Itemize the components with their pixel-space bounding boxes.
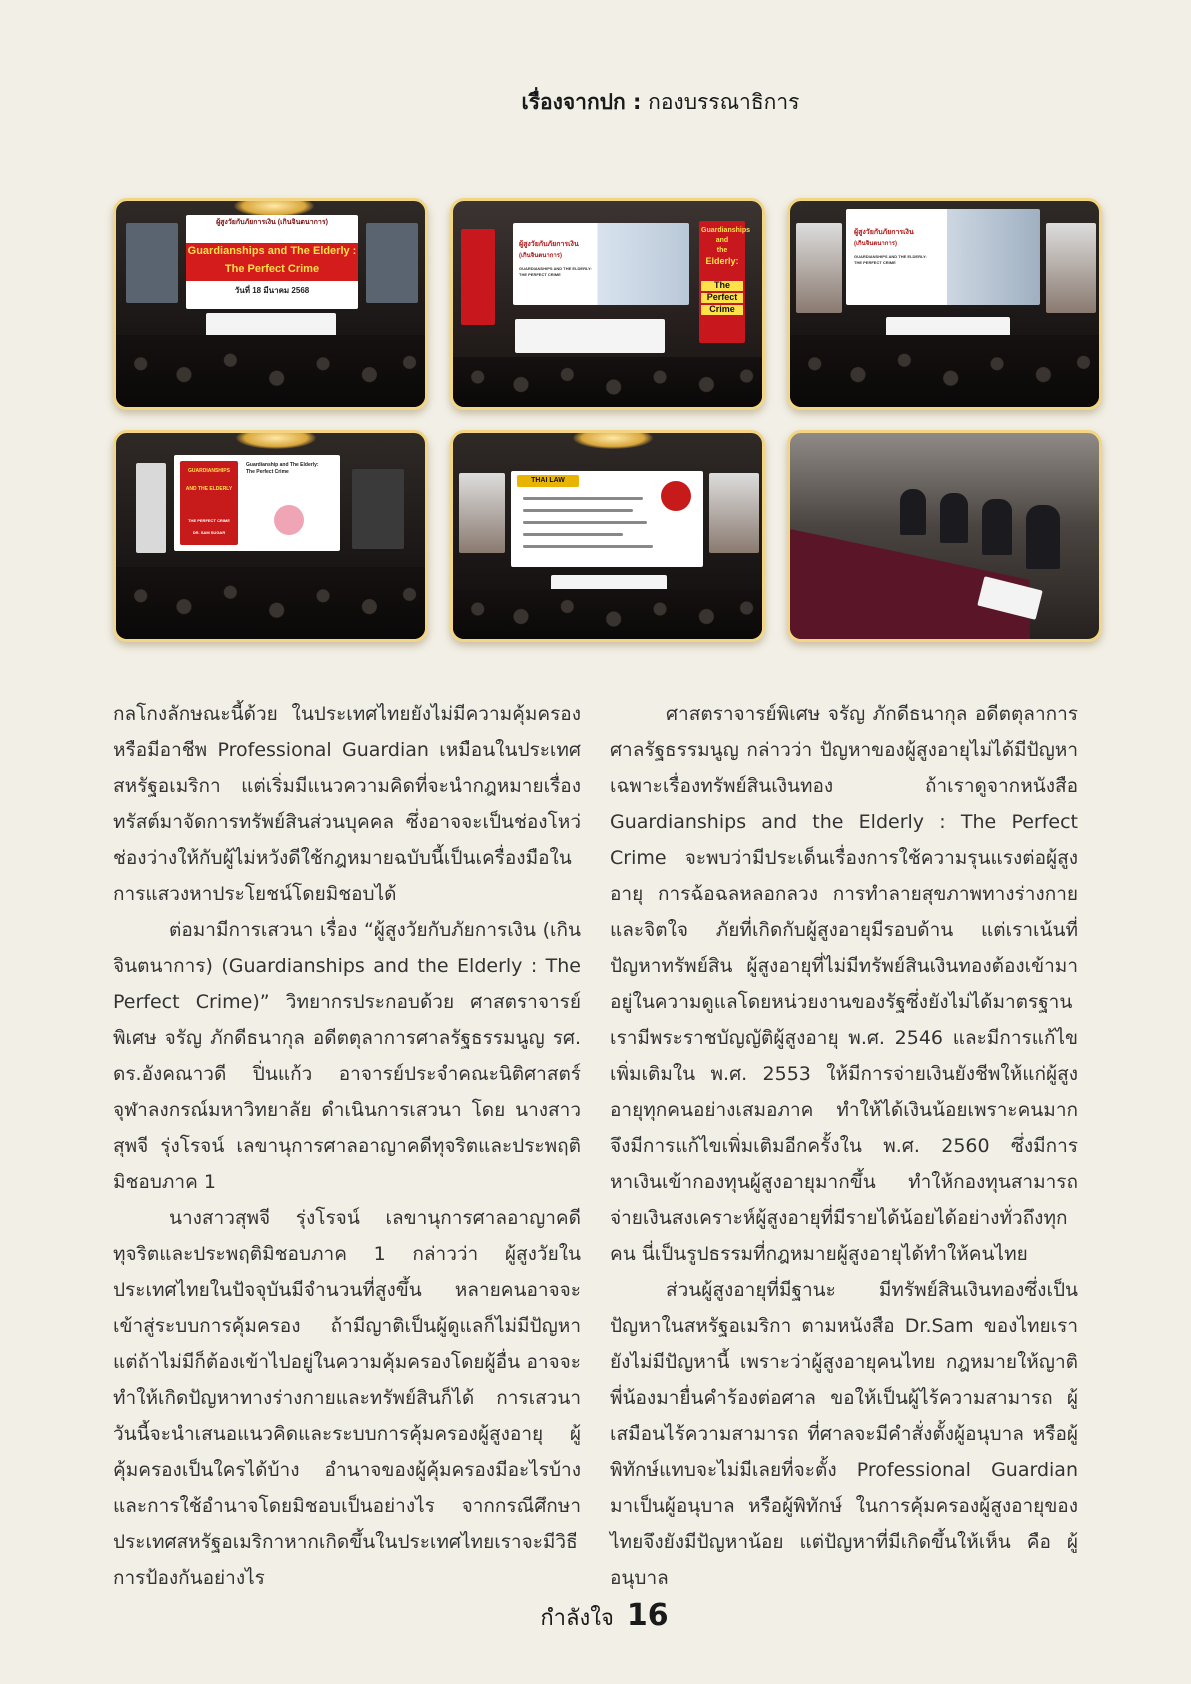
paragraph: ต่อมามีการเสวนา เรื่อง “ผู้สูงวัยกับภัยการเงิน (เกินจินตนาการ) (Guardianships and the Elderly : The Perfect Crime)” วิทยากรประกอบด้วย ศาสตราจารย์พิเศษ จรัญ ภักดีธนากุล อดีตตุลาการศาลรัฐธรรมนูญ รศ. ดร.อังคณาวดี ปิ่นแก้ว อาจารย์ประจำคณะนิติศาสตร์ จุฬาลงกรณ์มหาวิทยาลัย ดำเนินการเสวนา โดย นางสาวสุพจี รุ่งโรจน์ เลขานุการศาลอาญาคดีทุจริตและประพฤติมิชอบภาค 1	[113, 919, 581, 1193]
screen-line: Guardianships and The Elderly :	[187, 245, 357, 257]
photo-stage-panel	[450, 198, 765, 410]
photo-stage-title-screen	[113, 198, 428, 410]
banner-line: Elderly:	[705, 256, 739, 266]
side-banner	[699, 221, 751, 343]
photo-grid	[113, 198, 1103, 642]
photo-audience-table	[787, 430, 1102, 642]
screen-line: ผู้สูงวัยกับภัยการเงิน	[854, 229, 914, 236]
slide-graphic	[274, 505, 304, 535]
slide-bullet	[523, 497, 643, 500]
side-screen-right	[366, 223, 418, 303]
slide-bullet	[523, 533, 623, 536]
chandelier-light	[236, 430, 316, 449]
side-screen-left	[136, 463, 166, 553]
author-label: กองบรรณาธิการ	[648, 90, 800, 114]
screen-line: The Perfect Crime	[246, 469, 289, 475]
section-label: เรื่องจากปก :	[521, 90, 642, 114]
photo-thai-law-slide	[450, 430, 765, 642]
banner-line: the	[716, 247, 728, 254]
screen-line: GUARDIANSHIPS AND THE ELDERLY:	[854, 254, 927, 259]
attendee	[982, 499, 1012, 555]
audience	[790, 335, 1099, 407]
page-footer	[0, 1598, 1191, 1635]
speaker-screen-right	[1046, 223, 1096, 313]
slide-badge	[661, 481, 691, 511]
book-line: THE PERFECT CRIME	[188, 518, 230, 523]
book-line: GUARDIANSHIPS	[188, 468, 230, 474]
attendee	[900, 489, 926, 535]
slide-bullet	[523, 545, 653, 548]
paragraph: กลโกงลักษณะนี้ด้วย ในประเทศไทยยังไม่มีความคุ้มครองหรือมีอาชีพ Professional Guardian เหมือนในประเทศสหรัฐอเมริกา แต่เริ่มมีแนวความคิดที่จะนำกฎหมายเรื่องทรัสต์มาจัดการทรัพย์สินส่วนบุคคล ซึ่งอาจจะเป็นช่องโหว่ช่องว่างให้กับผู้ไม่หวังดีใช้กฎหมายฉบับนี้เป็นเครื่องมือในการแสวงหาประโยชน์โดยมิชอบได้	[113, 703, 581, 905]
photo-speaker-screens	[787, 198, 1102, 410]
screen-line: ผู้สูงวัยกับภัยการเงิน	[519, 241, 579, 248]
banner-line: and	[715, 237, 729, 244]
stage-table	[515, 319, 665, 353]
article-body	[113, 696, 1078, 1596]
book-line: AND THE ELDERLY	[185, 486, 233, 492]
screen-line: THE PERFECT CRIME	[854, 260, 896, 265]
screen-line: วันที่ 18 มีนาคม 2568	[234, 286, 310, 295]
side-screen-left	[126, 223, 178, 303]
slide-title-bar	[517, 475, 579, 487]
slide-bullet	[523, 509, 633, 512]
attendee	[940, 493, 968, 543]
screen-line: GUARDIANSHIPS AND THE ELDERLY:	[519, 266, 592, 271]
main-screen	[511, 471, 703, 567]
screen-line: (เกินจินตนาการ)	[519, 253, 562, 259]
chandelier-light	[573, 430, 653, 449]
screen-line: (เกินจินตนาการ)	[854, 241, 897, 247]
screen-line: THE PERFECT CRIME	[519, 272, 561, 277]
speaker-screen-left	[459, 473, 505, 553]
banner-line: Crime	[701, 305, 743, 315]
page-number: 16	[626, 1598, 669, 1633]
audience	[453, 357, 762, 407]
left-column	[113, 696, 581, 1596]
section-header	[0, 86, 1191, 119]
audience	[453, 589, 762, 639]
speaker-screen-left	[796, 223, 842, 313]
screen-line: The Perfect Crime	[224, 263, 320, 275]
slide-bullet	[523, 521, 647, 524]
screen-line: Guardianship and The Elderly:	[246, 462, 319, 468]
side-screen-right	[352, 469, 404, 549]
banner-line: The	[701, 281, 743, 291]
red-banner	[461, 229, 495, 325]
book-cover	[180, 461, 238, 545]
banner-line: Perfect	[701, 293, 743, 303]
paragraph: ศาสตราจารย์พิเศษ จรัญ ภักดีธนากุล อดีตตุลาการศาลรัฐธรรมนูญ กล่าวว่า ปัญหาของผู้สูงอายุไม่ได้มีปัญหาเฉพาะเรื่องทรัพย์สินเงินทอง ถ้าเราดูจากหนังสือ Guardianships and the Elderly : The Perfect Crime จะพบว่ามีประเด็นเรื่องการใช้ความรุนแรงต่อผู้สูงอายุ การฉ้อฉลหลอกลวง การทำลายสุขภาพทางร่างกายและจิตใจ ภัยที่เกิดกับผู้สูงอายุมีรอบด้าน แต่เราเน้นที่ปัญหาทรัพย์สิน ผู้สูงอายุที่ไม่มีทรัพย์สินเงินทองต้องเข้ามาอยู่ในความดูแลโดยหน่วยงานของรัฐซึ่งยังไม่ได้มาตรฐาน เรามีพระราชบัญญัติผู้สูงอายุ พ.ศ. 2546 และมีการแก้ไขเพิ่มเติมใน พ.ศ. 2553 ให้มีการจ่ายเงินยังชีพให้แก่ผู้สูงอายุทุกคนอย่างเสมอภาค ทำให้ได้เงินน้อยเพราะคนมาก จึงมีการแก้ไขเพิ่มเติมอีกครั้งใน พ.ศ. 2560 ซึ่งมีการหาเงินเข้ากองทุนผู้สูงอายุมากขึ้น ทำให้กองทุนสามารถจ่ายเงินสงเคราะห์ผู้สูงอายุที่มีรายได้น้อยได้อย่างทั่วถึงทุกคน นี่เป็นรูปธรรมที่กฎหมายผู้สูงอายุได้ทำให้คนไทย	[610, 703, 1078, 1265]
speaker-screen-right	[709, 473, 759, 553]
slide-title: THAI LAW	[531, 477, 565, 484]
photo-book-presentation	[113, 430, 428, 642]
audience	[116, 567, 425, 639]
banner-line: Guardianships	[701, 227, 751, 234]
paragraph: นางสาวสุพจี รุ่งโรจน์ เลขานุการศาลอาญาคดีทุจริตและประพฤติมิชอบภาค 1 กล่าวว่า ผู้สูงวัยในประเทศไทยในปัจจุบันมีจำนวนที่สูงขึ้น หลายคนอาจจะเข้าสู่ระบบการคุ้มครอง ถ้ามีญาติเป็นผู้ดูแลก็ไม่มีปัญหา แต่ถ้าไม่มีก็ต้องเข้าไปอยู่ในความคุ้มครองโดยผู้อื่น อาจจะทำให้เกิดปัญหาทางร่างกายและทรัพย์สินก็ได้ การเสวนาวันนี้จะนำเสนอแนวคิดและระบบการคุ้มครองผู้สูงอายุ ผู้คุ้มครองเป็นใครได้บ้าง อำนาจของผู้คุ้มครองมีอะไรบ้าง และการใช้อำนาจโดยมิชอบเป็นอย่างไร จากกรณีศึกษาประเทศสหรัฐอเมริกาหากเกิดขึ้นในประเทศไทยเราจะมีวิธีการป้องกันอย่างไร	[113, 1207, 581, 1589]
audience	[116, 335, 425, 407]
paragraph: ส่วนผู้สูงอายุที่มีฐานะ มีทรัพย์สินเงินทองซึ่งเป็นปัญหาในสหรัฐอเมริกา ตามหนังสือ Dr.Sam ของไทยเรายังไม่มีปัญหานี้ เพราะว่าผู้สูงอายุคนไทย กฎหมายให้ญาติพี่น้องมายื่นคำร้องต่อศาล ขอให้เป็นผู้ไร้ความสามารถ ผู้เสมือนไร้ความสามารถ ที่ศาลจะมีคำสั่งตั้งผู้อนุบาล หรือผู้พิทักษ์แทบจะไม่มีเลยที่จะตั้ง Professional Guardian มาเป็นผู้อนุบาล หรือผู้พิทักษ์ ในการคุ้มครองผู้สูงอายุของไทยจึงยังมีปัญหาน้อย แต่ปัญหาที่มีเกิดขึ้นให้เห็น คือ ผู้อนุบาล	[610, 1279, 1078, 1589]
magazine-name: กำลังใจ	[540, 1606, 614, 1631]
main-screen	[174, 455, 340, 551]
right-column	[610, 696, 1078, 1596]
main-screen	[846, 209, 1040, 305]
attendee	[1026, 505, 1060, 569]
main-screen	[186, 215, 358, 309]
book-line: DR. SAM SUGAR	[192, 530, 226, 535]
main-screen	[513, 223, 689, 305]
screen-line: ผู้สูงวัยกับภัยการเงิน (เกินจินตนาการ)	[216, 219, 328, 226]
